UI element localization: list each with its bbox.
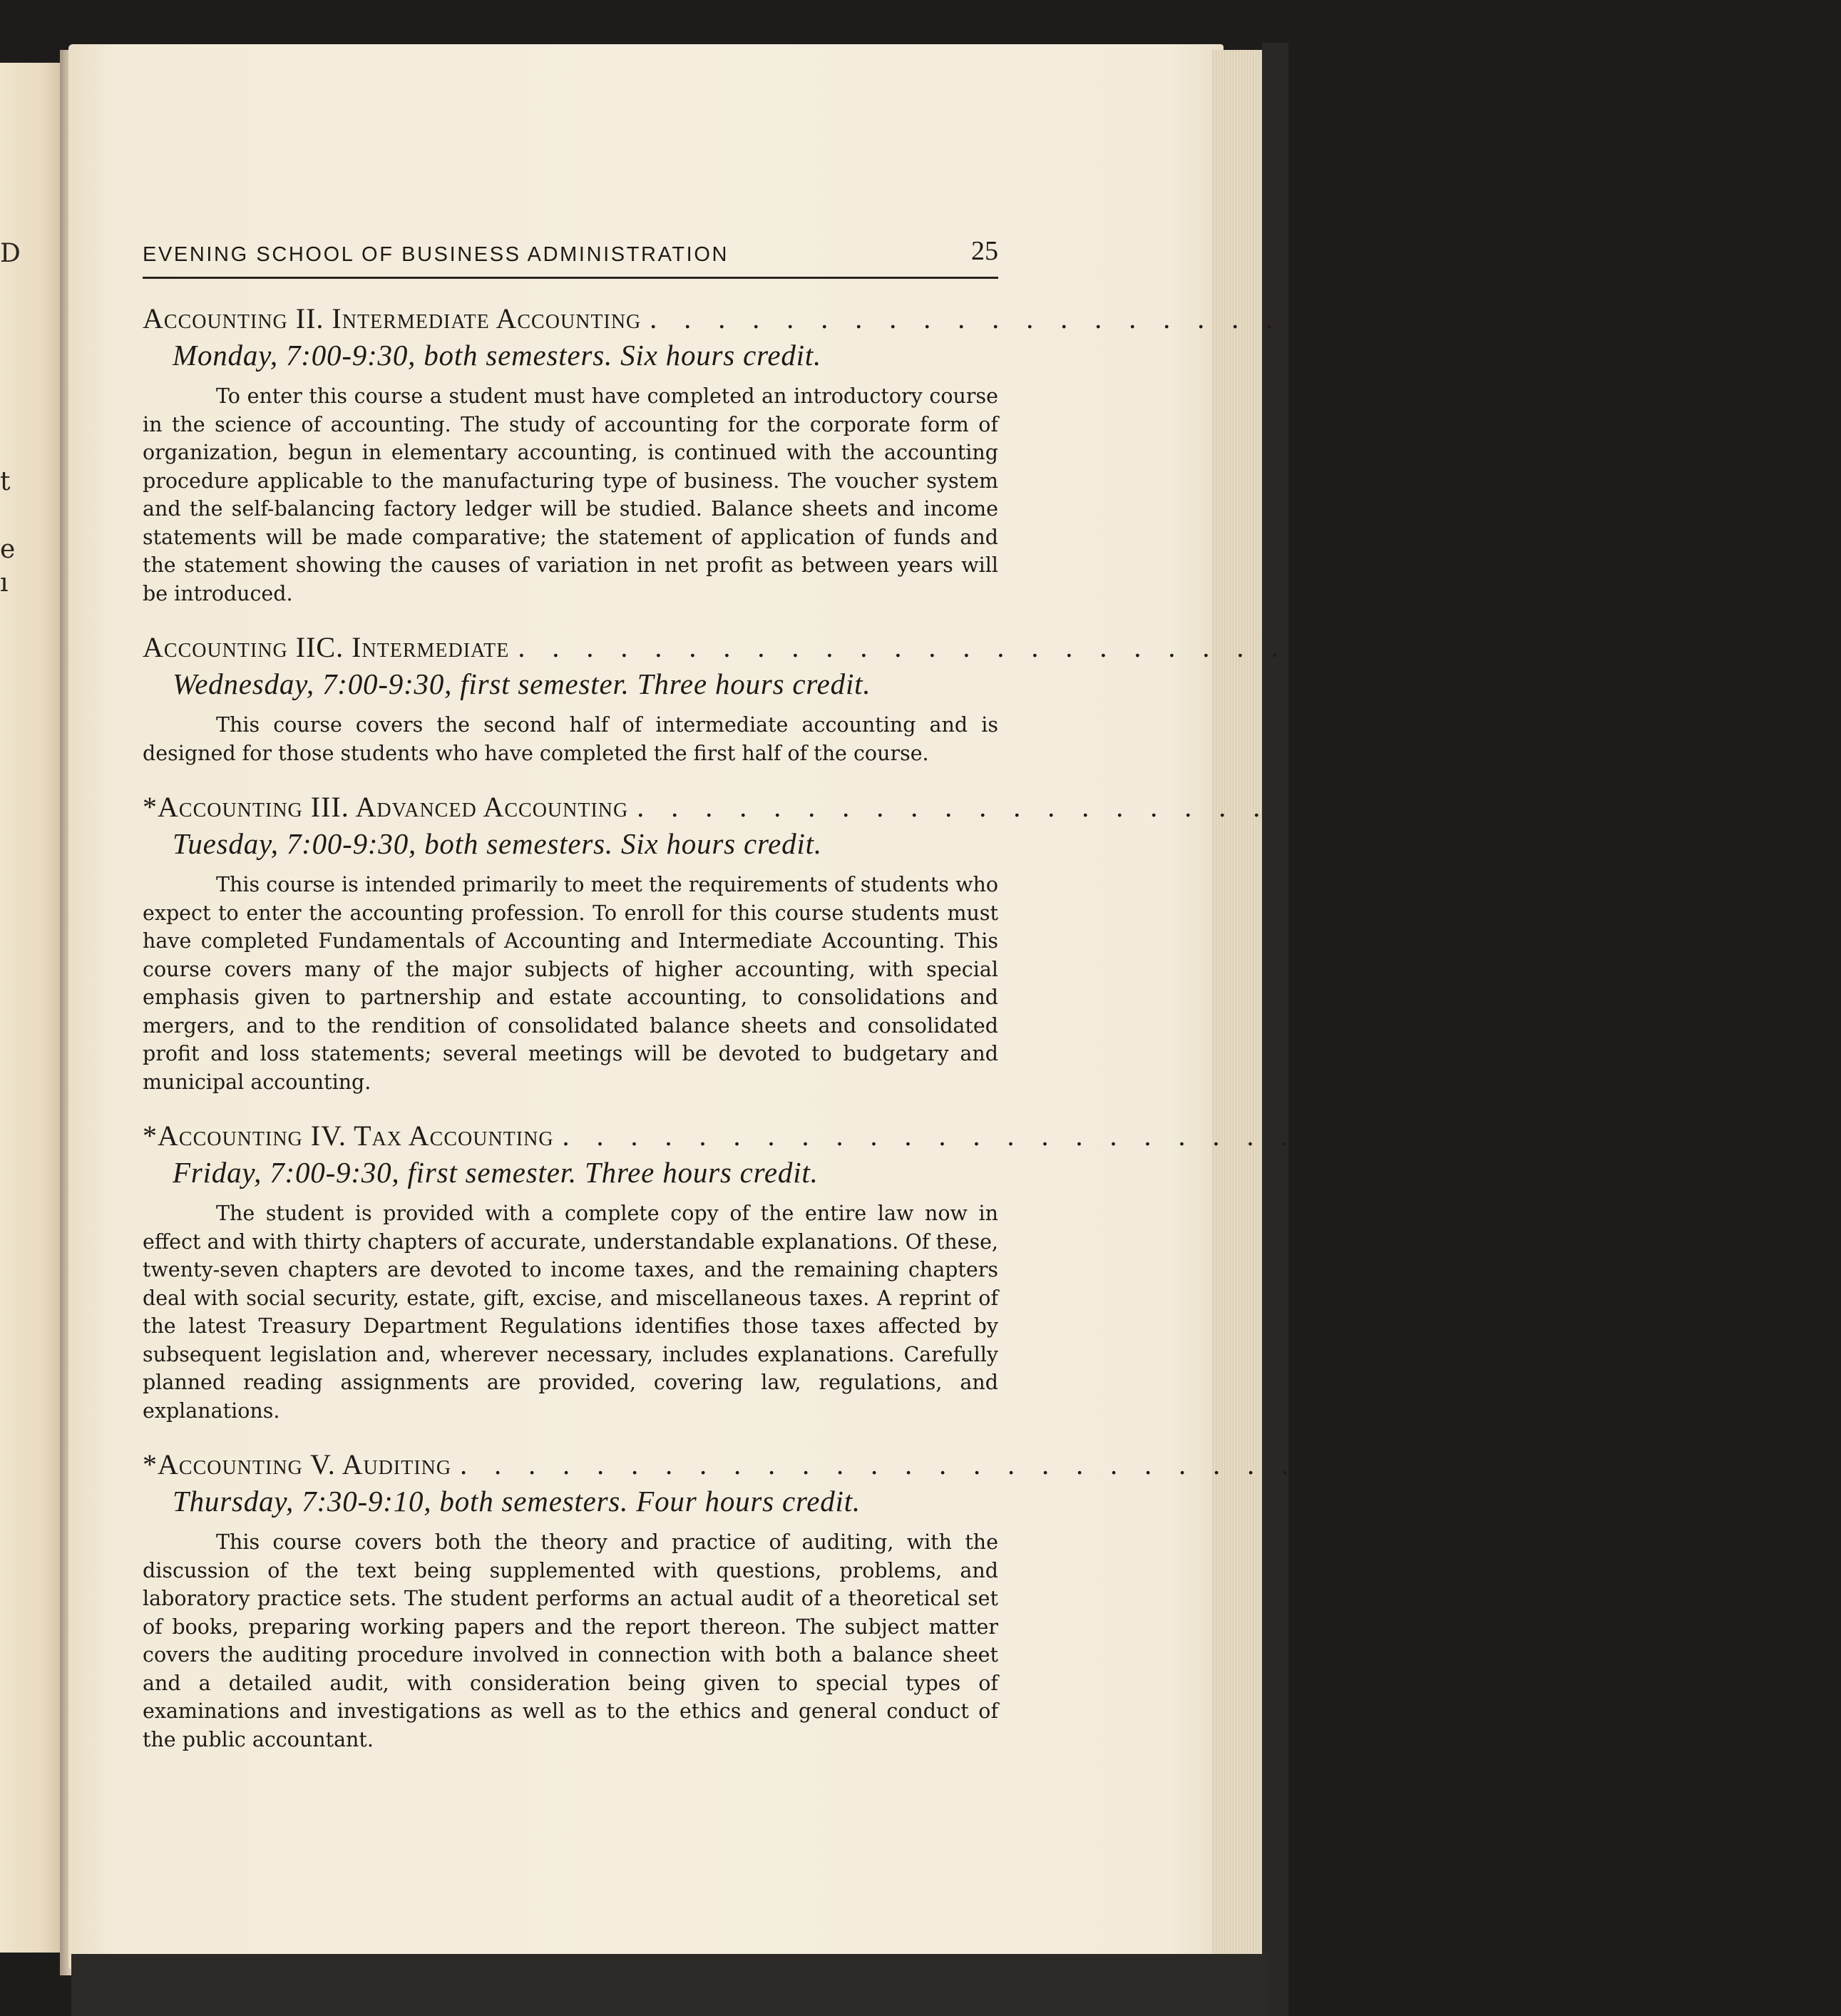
page-stack-edge	[1212, 50, 1262, 1968]
course-schedule: Thursday, 7:30-9:10, both semesters. Four hours credit.	[173, 1485, 861, 1518]
course-description: This course covers the second half of intermediate accounting and is designed for those students who have completed the first half of the course.	[143, 713, 998, 765]
running-title: EVENING SCHOOL OF BUSINESS ADMINISTRATION	[143, 243, 729, 266]
dot-leader: . . . . . . . . . . . . . . . . . . . . . . . . . . . . . . .	[637, 791, 1681, 823]
course-schedule: Friday, 7:00-9:30, first semester. Three hours credit.	[173, 1156, 819, 1189]
page-number: 25	[971, 236, 998, 266]
dot-leader: . . . . . . . . . . . . . . . . . . . . . . . . . . . . . . .	[460, 1448, 1504, 1480]
course-heading	[143, 790, 1841, 824]
running-header	[143, 235, 998, 279]
dot-leader: . . . . . . . . . . . . . . . . . . . . . . . . . . . . . . .	[650, 302, 1694, 334]
course-entry	[143, 1119, 1763, 1425]
course-schedule: Wednesday, 7:00-9:30, first semester. Three hours credit.	[173, 667, 871, 700]
page-content	[143, 235, 1841, 1754]
course-title: Accounting V. Auditing	[158, 1448, 452, 1480]
facing-page-glyph: ı	[0, 568, 9, 598]
course-title: Accounting III. Advanced Accounting	[158, 791, 629, 823]
course-description: To enter this course a student must have completed an introductory course in the science of accounting. The study of accounting for the corporate form of organization, begun in elementary accounting, is continued with the accounting procedure applicable to the manufacturing type of business. The voucher system and the self-balancing factory ledger will be studied. Balance sheets and income statements will be made comparative; the statement of application of funds and the statement showing the causes of variation in net profit as between years will be introduced.	[143, 384, 998, 605]
course-description: The student is provided with a complete copy of the entire law now in effect and with thirty chapters of accurate, understandable explanations. Of these, twenty-seven chapters are devoted to income taxes, and the remaining chapters deal with social security, estate, gift, excise, and miscellaneous taxes. A reprint of the latest Treasury Department Regulations identifies those taxes affected by subsequent legislation and, wherever necessary, includes explanations. Carefully planned reading assignments are provided, covering law, regulations, and explanations.	[143, 1202, 998, 1423]
course-heading	[143, 1119, 1763, 1152]
course-description: This course is intended primarily to meet the requirements of students who expect to enter the accounting profession. To enroll for this course students must have completed Fundamentals of Accounting and Intermediate Accounting. This course covers many of the major subjects of higher accounting, with special emphasis given to partnership and estate accounting, to consolidations and mergers, and to the rendition of consolidated balance sheets and consolidated profit and loss statements; several meetings will be devoted to budgetary and municipal accounting.	[143, 873, 998, 1094]
course-instructor: MR. SMITH.	[1512, 1457, 1631, 1478]
course-title: Accounting IIC. Intermediate	[143, 631, 510, 663]
facing-page-glyph: t	[0, 467, 11, 496]
course-entry	[143, 790, 1841, 1096]
dot-leader: . . . . . . . . . . . . . . . . . . . . . . . . . . . . . . .	[518, 631, 1562, 663]
course-marker: *	[143, 1120, 158, 1152]
course-title: Accounting IV. Tax Accounting	[158, 1120, 554, 1152]
facing-page-edge	[0, 63, 60, 1953]
course-instructor: MR. CLEMENT.	[1570, 640, 1722, 661]
course-heading	[143, 1448, 1631, 1481]
course-marker: *	[143, 1448, 158, 1480]
book-cover-edge	[1262, 43, 1288, 2016]
course-schedule: Monday, 7:00-9:30, both semesters. Six hours credit.	[173, 339, 822, 372]
facing-page-glyph: D	[0, 239, 21, 268]
book-bottom-edge	[71, 1954, 1269, 2016]
course-entry	[143, 630, 1722, 767]
course-instructor: MR. ROWLETT.	[1689, 799, 1841, 821]
course-entry	[143, 1448, 1631, 1754]
course-marker: *	[143, 791, 158, 823]
course-instructor: MR. HEBERLE.	[1614, 1128, 1763, 1150]
course-heading	[143, 630, 1722, 664]
course-title: Accounting II. Intermediate Accounting	[143, 302, 642, 334]
dot-leader: . . . . . . . . . . . . . . . . . . . . . . . . . . . . . . .	[562, 1120, 1606, 1152]
course-schedule: Tuesday, 7:00-9:30, both semesters. Six hours credit.	[173, 827, 822, 860]
course-description: This course covers both the theory and practice of auditing, with the discussion of the text being supplemented with questions, problems, and laboratory practice sets. The student performs an actual audit of a theoretical set of books, preparing working papers and the report thereon. The subject matter covers the auditing procedure involved in connection with both a balance sheet and a detailed audit, with consideration being given to special types of examinations and investigations as well as to the ethics and general conduct of the public accountant.	[143, 1530, 998, 1751]
course-heading	[143, 302, 1821, 335]
facing-page-glyph: e	[0, 535, 16, 564]
course-instructor: MR. WHITT.	[1702, 311, 1821, 332]
course-entry	[143, 302, 1821, 608]
